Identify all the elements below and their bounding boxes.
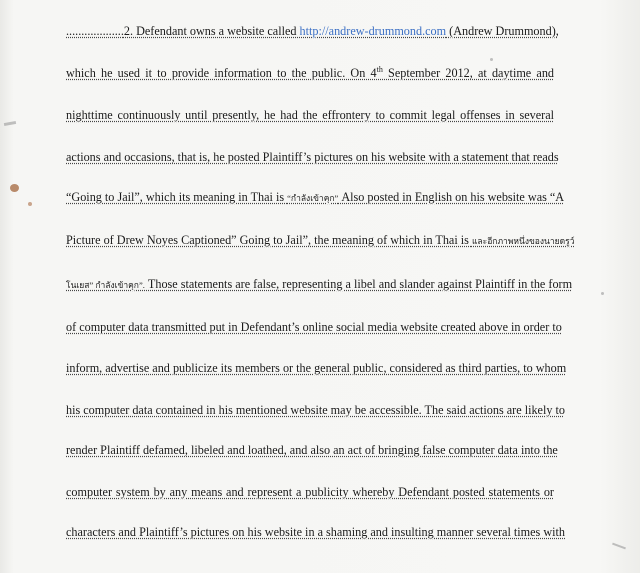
thai-text: “กำลังเข้าคุก” xyxy=(287,193,339,203)
paragraph-line-10 xyxy=(66,403,565,418)
paragraph-line-3 xyxy=(66,108,554,123)
paragraph-line-12 xyxy=(66,485,554,500)
paragraph-line-7 xyxy=(66,277,573,293)
ink-blot xyxy=(10,184,19,192)
ink-speck xyxy=(28,202,32,206)
paragraph-line-4 xyxy=(66,150,559,165)
paragraph-line-13 xyxy=(66,525,566,540)
paragraph-line-9 xyxy=(66,361,567,376)
paragraph-text: actions and occasions, that is, he posted Plaintiff’s pictures on his website with a statement that reads xyxy=(66,150,559,164)
paragraph-text: 2. Defendant owns a website called xyxy=(123,24,300,38)
margin-mark xyxy=(490,58,493,61)
paragraph-text: his computer data contained in his mentioned website may be accessible. The said actions are likely to xyxy=(66,403,565,417)
paragraph-line-1 xyxy=(66,24,559,39)
margin-mark xyxy=(601,292,604,295)
paragraph-text: computer system by any means and represent a publicity whereby Defendant posted statements or xyxy=(66,485,554,499)
paragraph-line-5 xyxy=(66,190,565,206)
thai-text: และอีกภาพหนึ่งของนายดรูว์ xyxy=(471,236,575,246)
paragraph-text: inform, advertise and publicize its members or the general public, considered as third parties, to whom xyxy=(66,361,567,375)
paragraph-text: Those statements are false, representing a libel and slander against Plaintiff in the form xyxy=(144,277,573,291)
paragraph-text: characters and Plaintiff’s pictures on his website in a shaming and insulting manner several times with xyxy=(66,525,566,539)
ordinal-suffix: th xyxy=(376,64,383,74)
margin-mark xyxy=(4,121,16,126)
paragraph-line-11 xyxy=(66,443,558,458)
paragraph-line-8 xyxy=(66,320,562,335)
paragraph-indent-dots: ................... xyxy=(66,24,124,38)
paragraph-text: September 2012, at daytime and xyxy=(382,66,555,80)
paragraph-line-2 xyxy=(66,66,554,81)
paragraph-text: of computer data transmitted put in Defendant’s online social media website created above in order to xyxy=(66,320,562,334)
website-link[interactable]: http://andrew-drummond.com xyxy=(299,24,447,38)
paragraph-text: Also posted in English on his website was “A xyxy=(338,190,565,204)
paragraph-text: which he used it to provide information to the public. On 4 xyxy=(66,66,377,80)
paragraph-text: “Going to Jail”, which its meaning in Thai is xyxy=(66,190,288,204)
thai-text: โนเยส” กำลังเข้าคุก”. xyxy=(66,280,145,290)
paragraph-text: Picture of Drew Noyes Captioned” Going to Jail”, the meaning of which in Thai is xyxy=(66,233,472,247)
paragraph-text: render Plaintiff defamed, libeled and loathed, and also an act of bringing false computer data into the xyxy=(66,443,558,457)
paragraph-text: nighttime continuously until presently, he had the effrontery to commit legal offenses in several xyxy=(66,108,554,122)
paragraph-line-6 xyxy=(66,233,575,249)
margin-mark xyxy=(612,543,626,550)
paragraph-text: (Andrew Drummond), xyxy=(446,24,559,38)
